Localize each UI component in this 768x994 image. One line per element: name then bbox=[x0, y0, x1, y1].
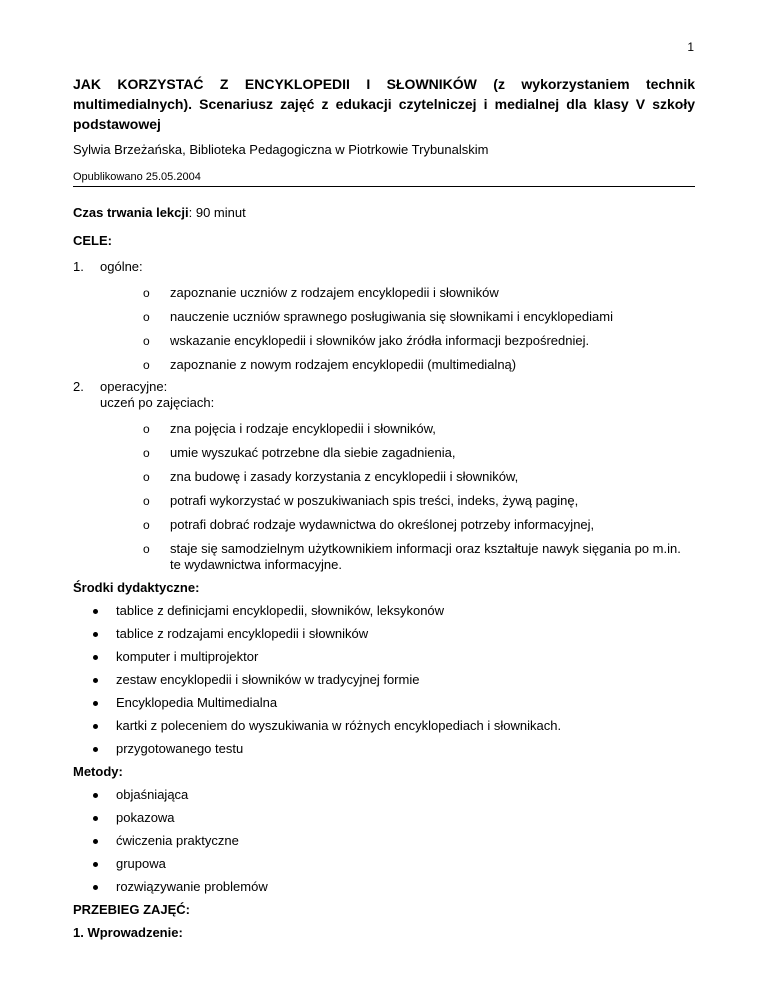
goals-heading: CELE: bbox=[73, 233, 112, 248]
list-item-text: wskazanie encyklopedii i słowników jako źródła informacji bezpośredniej. bbox=[170, 333, 590, 348]
publication-date: Opublikowano 25.05.2004 bbox=[73, 171, 201, 183]
general-goals-items bbox=[100, 285, 695, 373]
list-item bbox=[73, 672, 695, 688]
list-item bbox=[73, 787, 695, 803]
list-item-text: ćwiczenia praktyczne bbox=[116, 833, 239, 848]
lesson-duration bbox=[73, 205, 695, 221]
list-number: 2. bbox=[73, 379, 84, 394]
operational-goals-sublabel: uczeń po zajęciach: bbox=[100, 395, 215, 410]
bullet-icon bbox=[93, 793, 98, 798]
list-item-text: zna pojęcia i rodzaje encyklopedii i słowników, bbox=[170, 421, 436, 436]
list-item-text: potrafi wykorzystać w poszukiwaniach spis treści, indeks, żywą paginę, bbox=[170, 493, 579, 508]
bullet-icon bbox=[93, 678, 98, 683]
list-item-text: tablice z rodzajami encyklopedii i słowników bbox=[116, 626, 369, 641]
duration-value: : 90 minut bbox=[188, 205, 246, 220]
list-item-text: pokazowa bbox=[116, 810, 175, 825]
list-item bbox=[100, 421, 695, 437]
list-item bbox=[73, 649, 695, 665]
course-heading: PRZEBIEG ZAJĘĆ: bbox=[73, 902, 191, 917]
teaching-aids-list bbox=[73, 603, 695, 757]
header-divider bbox=[73, 186, 695, 187]
list-item-text: rozwiązywanie problemów bbox=[116, 879, 268, 894]
bullet-icon bbox=[93, 862, 98, 867]
list-item-text: tablice z definicjami encyklopedii, słowników, leksykonów bbox=[116, 603, 445, 618]
list-item bbox=[73, 810, 695, 826]
list-item bbox=[100, 445, 695, 461]
bullet-icon bbox=[93, 885, 98, 890]
list-item bbox=[100, 285, 695, 301]
methods-list bbox=[73, 787, 695, 895]
list-item bbox=[73, 603, 695, 619]
author-line: Sylwia Brzeżańska, Biblioteka Pedagogiczna w Piotrkowie Trybunalskim bbox=[73, 142, 489, 157]
bullet-icon bbox=[93, 609, 98, 614]
operational-goals-items bbox=[100, 421, 695, 573]
list-item-text: Encyklopedia Multimedialna bbox=[116, 695, 278, 710]
circle-bullet-icon: o bbox=[143, 470, 150, 484]
list-item bbox=[100, 517, 695, 533]
list-item-text: przygotowanego testu bbox=[116, 741, 244, 756]
circle-bullet-icon: o bbox=[143, 422, 150, 436]
document-title: JAK KORZYSTAĆ Z ENCYKLOPEDII I SŁOWNIKÓW (z wykorzystaniem technik multimedialnych). Scenariusz zajęć z edukacji czytelniczej i medialnej dla klasy V szkoły podstawowej bbox=[73, 76, 695, 132]
list-item bbox=[100, 333, 695, 349]
list-item bbox=[100, 493, 695, 509]
introduction-heading: 1. Wprowadzenie: bbox=[73, 925, 183, 940]
list-item bbox=[73, 856, 695, 872]
list-item-text: grupowa bbox=[116, 856, 166, 871]
bullet-icon bbox=[93, 632, 98, 637]
page-number: 1 bbox=[687, 40, 694, 54]
list-item bbox=[100, 541, 695, 573]
general-goals-label: ogólne: bbox=[100, 259, 143, 274]
list-item-text: kartki z poleceniem do wyszukiwania w różnych encyklopediach i słownikach. bbox=[116, 718, 562, 733]
list-item bbox=[100, 469, 695, 485]
goals-list bbox=[73, 259, 695, 573]
list-item-text: komputer i multiprojektor bbox=[116, 649, 259, 664]
bullet-icon bbox=[93, 655, 98, 660]
bullet-icon bbox=[93, 724, 98, 729]
circle-bullet-icon: o bbox=[143, 310, 150, 324]
list-item-text: umie wyszukać potrzebne dla siebie zagadnienia, bbox=[170, 445, 456, 460]
list-item bbox=[73, 695, 695, 711]
list-item-text: zna budowę i zasady korzystania z encyklopedii i słowników, bbox=[170, 469, 519, 484]
list-item bbox=[100, 309, 695, 325]
list-item bbox=[73, 833, 695, 849]
circle-bullet-icon: o bbox=[143, 494, 150, 508]
list-item-text: potrafi dobrać rodzaje wydawnictwa do określonej potrzeby informacyjnej, bbox=[170, 517, 595, 532]
operational-goals-label: operacyjne: bbox=[100, 379, 168, 394]
list-item-text: zapoznanie uczniów z rodzajem encyklopedii i słowników bbox=[170, 285, 499, 300]
duration-label: Czas trwania lekcji bbox=[73, 205, 189, 220]
document-body bbox=[73, 74, 695, 941]
list-item bbox=[73, 879, 695, 895]
circle-bullet-icon: o bbox=[143, 334, 150, 348]
general-goals bbox=[73, 259, 695, 373]
bullet-icon bbox=[93, 816, 98, 821]
operational-goals bbox=[73, 379, 695, 573]
list-item bbox=[73, 718, 695, 734]
circle-bullet-icon: o bbox=[143, 542, 150, 556]
list-item bbox=[73, 741, 695, 757]
teaching-aids-heading: Środki dydaktyczne: bbox=[73, 580, 200, 595]
list-item-text: zapoznanie z nowym rodzajem encyklopedii (multimedialną) bbox=[170, 357, 517, 372]
list-item bbox=[100, 357, 695, 373]
list-item-text: objaśniająca bbox=[116, 787, 189, 802]
bullet-icon bbox=[93, 701, 98, 706]
list-item bbox=[73, 626, 695, 642]
methods-heading: Metody: bbox=[73, 764, 123, 779]
list-item-text: zestaw encyklopedii i słowników w tradycyjnej formie bbox=[116, 672, 420, 687]
bullet-icon bbox=[93, 839, 98, 844]
list-item-text: nauczenie uczniów sprawnego posługiwania się słownikami i encyklopediami bbox=[170, 309, 613, 324]
circle-bullet-icon: o bbox=[143, 358, 150, 372]
circle-bullet-icon: o bbox=[143, 286, 150, 300]
list-number: 1. bbox=[73, 259, 84, 274]
circle-bullet-icon: o bbox=[143, 446, 150, 460]
circle-bullet-icon: o bbox=[143, 518, 150, 532]
bullet-icon bbox=[93, 747, 98, 752]
list-item-text: staje się samodzielnym użytkownikiem informacji oraz kształtuje nawyk sięgania po m.in. te wydawnictwa informacyjne. bbox=[170, 541, 681, 572]
